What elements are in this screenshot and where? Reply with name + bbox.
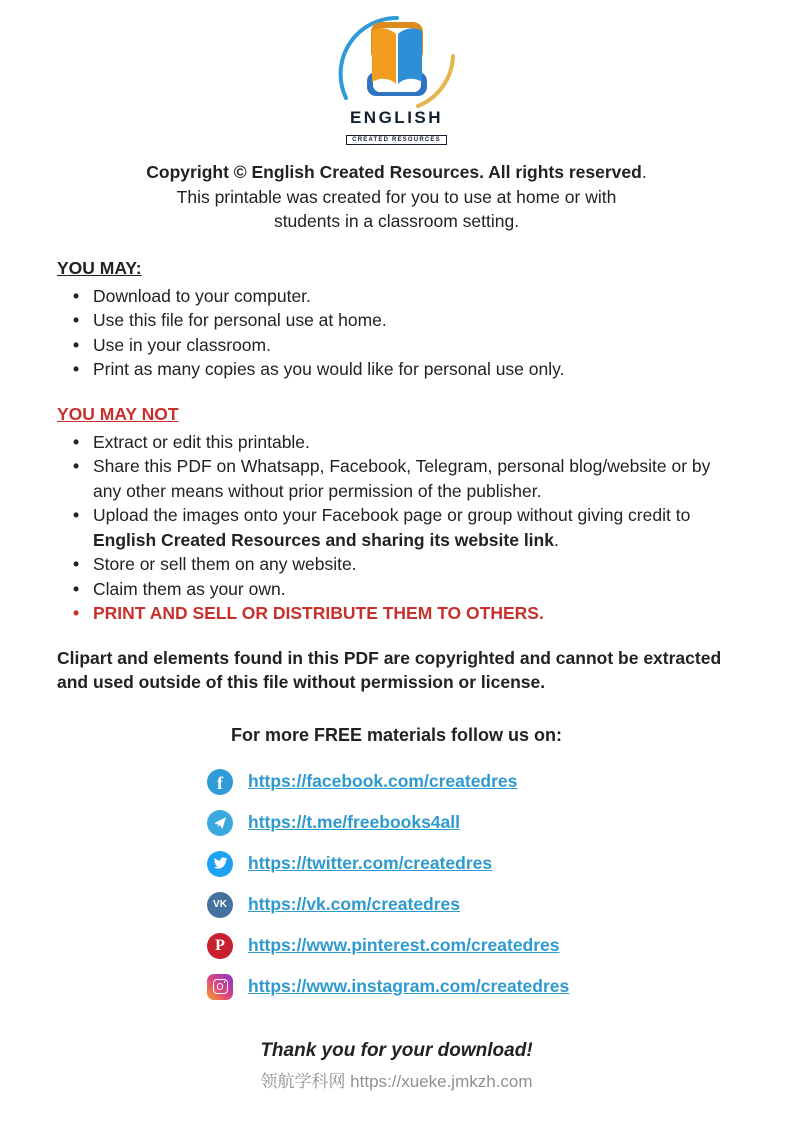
instagram-icon <box>207 974 233 1000</box>
social-row-instagram <box>207 974 793 1000</box>
list-item: • Extract or edit this printable. <box>71 430 736 455</box>
twitter-link[interactable]: https://twitter.com/createdres <box>248 853 493 873</box>
social-heading: For more FREE materials follow us on: <box>230 724 563 745</box>
list-item: • Print as many copies as you would like for personal use only. <box>71 357 736 382</box>
thank-you-text: Thank you for your download! <box>260 1039 533 1061</box>
intro-line-1: This printable was created for you to use at home or with <box>176 186 617 207</box>
twitter-icon <box>207 851 233 877</box>
social-row-twitter <box>207 851 793 877</box>
clipart-notice: Clipart and elements found in this PDF are copyrighted and cannot be extracted and used outside of this file without permission or license. <box>57 647 722 692</box>
list-item-warning: • PRINT AND SELL OR DISTRIBUTE THEM TO OTHERS. <box>71 601 736 626</box>
you-may-not-list <box>57 430 736 626</box>
brand-logo <box>312 14 482 146</box>
logo-title: ENGLISH <box>349 108 444 127</box>
telegram-icon <box>207 810 233 836</box>
list-item: • Store or sell them on any website. <box>71 552 736 577</box>
instagram-link[interactable]: https://www.instagram.com/createdres <box>248 976 570 996</box>
vk-link[interactable]: https://vk.com/createdres <box>248 894 461 914</box>
social-row-facebook <box>207 769 793 795</box>
you-may-section <box>57 258 736 382</box>
list-item: • Claim them as your own. <box>71 577 736 602</box>
list-item: • Upload the images onto your Facebook page or group without giving credit to English Created Resources and sharing its website link. <box>71 503 736 552</box>
social-links <box>207 769 793 1000</box>
copyright-block <box>0 160 793 234</box>
social-row-pinterest <box>207 933 793 959</box>
social-row-vk <box>207 892 793 918</box>
facebook-link[interactable]: https://facebook.com/createdres <box>248 771 518 791</box>
logo-subtitle: CREATED RESOURCES <box>346 135 447 145</box>
social-row-telegram <box>207 810 793 836</box>
telegram-link[interactable]: https://t.me/freebooks4all <box>248 812 460 832</box>
intro-line-2: students in a classroom setting. <box>273 211 520 231</box>
copyright-line: Copyright © English Created Resources. All rights reserved. <box>146 162 647 182</box>
list-item: • Share this PDF on Whatsapp, Facebook, Telegram, personal blog/website or by any other means without prior permission of the publisher. <box>71 454 736 503</box>
watermark-text: 领航学科网 https://xueke.jmkzh.com <box>260 1071 533 1091</box>
list-item: • Use in your classroom. <box>71 333 736 358</box>
you-may-list <box>57 284 736 382</box>
pinterest-icon: P <box>207 933 233 959</box>
list-item: • Use this file for personal use at home. <box>71 308 736 333</box>
you-may-not-heading: YOU MAY NOT <box>57 403 179 424</box>
pinterest-link[interactable]: https://www.pinterest.com/createdres <box>248 935 560 955</box>
you-may-heading: YOU MAY: <box>57 257 142 278</box>
facebook-icon: f <box>207 769 233 795</box>
list-item: • Download to your computer. <box>71 284 736 309</box>
you-may-not-section <box>57 404 736 626</box>
open-book-icon <box>322 14 472 110</box>
vk-icon: VK <box>207 892 233 918</box>
